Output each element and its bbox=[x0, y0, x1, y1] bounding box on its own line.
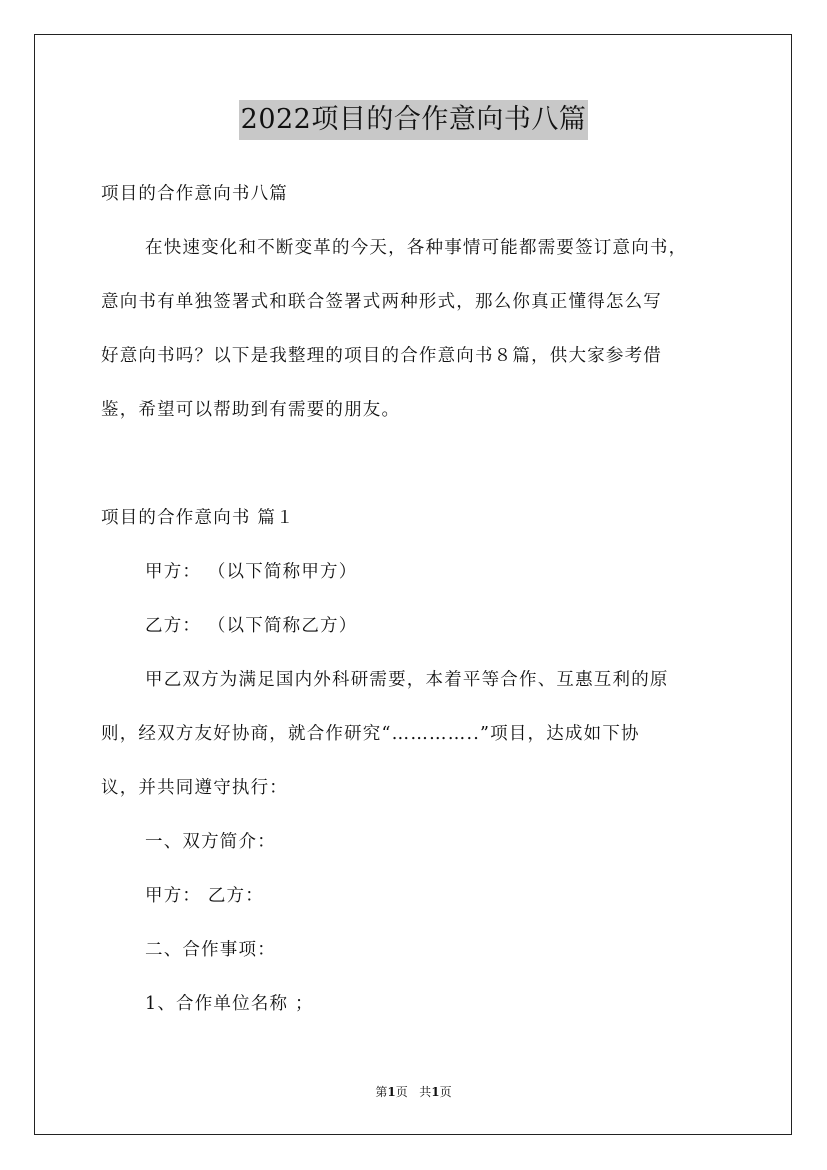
document-title-text: 2022项目的合作意向书八篇 bbox=[239, 100, 589, 140]
clause-1-heading: 一、双方简介： bbox=[145, 832, 276, 852]
footer-page-number: 1 bbox=[387, 1085, 396, 1099]
intro-line-3: 好意向书吗？以下是我整理的项目的合作意向书８篇，供大家参考借 bbox=[101, 346, 662, 366]
footer-page-prefix: 第 bbox=[375, 1085, 388, 1099]
party-a-line: 甲方： （以下简称甲方） bbox=[145, 562, 358, 582]
item-1-line: 1、合作单位名称 ； bbox=[145, 994, 314, 1014]
document-subtitle: 项目的合作意向书八篇 bbox=[101, 184, 288, 204]
footer-total-prefix: 共 bbox=[419, 1085, 432, 1099]
intro-line-1: 在快速变化和不断变革的今天，各种事情可能都需要签订意向书， bbox=[145, 238, 688, 258]
page-footer bbox=[0, 1084, 827, 1100]
party-b-line: 乙方： （以下简称乙方） bbox=[145, 616, 358, 636]
footer-page-suffix: 页 bbox=[395, 1085, 408, 1099]
footer-total-suffix: 页 bbox=[439, 1085, 452, 1099]
body-line-2: 则，经双方友好协商，就合作研究“…………..”项目，达成如下协 bbox=[101, 724, 640, 744]
section-heading: 项目的合作意向书 篇１ bbox=[101, 508, 295, 528]
body-line-1: 甲乙双方为满足国内外科研需要，本着平等合作、互惠互利的原 bbox=[145, 670, 669, 690]
document-title bbox=[0, 100, 827, 140]
intro-line-4: 鉴，希望可以帮助到有需要的朋友。 bbox=[101, 400, 401, 420]
body-line-3: 议，并共同遵守执行： bbox=[101, 778, 288, 798]
clause-2-heading: 二、合作事项： bbox=[145, 940, 276, 960]
intro-line-2: 意向书有单独签署式和联合签署式两种形式，那么你真正懂得怎么写 bbox=[101, 292, 662, 312]
parties-short-line: 甲方： 乙方： bbox=[145, 886, 264, 906]
footer-total-pages: 1 bbox=[431, 1085, 440, 1099]
